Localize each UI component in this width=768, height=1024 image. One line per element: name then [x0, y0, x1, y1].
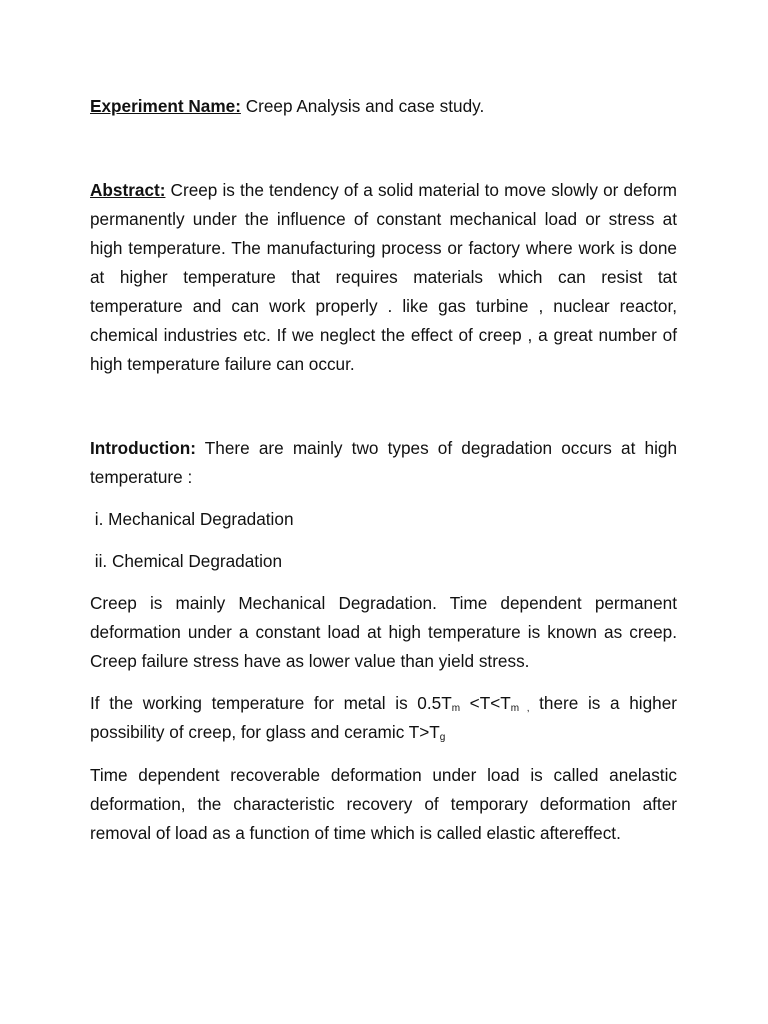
- experiment-name-paragraph: [90, 92, 677, 121]
- abstract-label: Abstract:: [90, 180, 166, 200]
- abstract-text: Creep is the tendency of a solid material to move slowly or deform permanently under the influence of constant mechanical load or stress at high temperature. The manufacturing process or factory where work is done at higher temperature that requires materials which can resist tat temperature and can work properly . like gas turbine , nuclear reactor, chemical industries etc. If we neglect the effect of creep , a great number of high temperature failure can occur.: [90, 180, 677, 374]
- creep-definition-paragraph: Creep is mainly Mechanical Degradation. Time dependent permanent deformation under a constant load at high temperature is known as creep. Creep failure stress have as lower value than yield stress.: [90, 593, 677, 671]
- melting-temp-subscript-2: m ,: [510, 703, 530, 714]
- glass-transition-subscript: g: [439, 732, 446, 743]
- introduction-label: Introduction:: [90, 438, 196, 458]
- introduction-text: There are mainly two types of degradation occurs at high temperature :: [90, 438, 677, 487]
- melting-temp-subscript: m: [451, 703, 461, 714]
- document-page: [90, 0, 677, 1024]
- list-item-mechanical-degradation: i. Mechanical Degradation: [90, 509, 294, 529]
- working-temperature-text-1: If the working temperature for metal is 0.5T: [90, 693, 452, 713]
- introduction-paragraph: [90, 434, 677, 492]
- working-temperature-text-2: <T<T: [460, 693, 511, 713]
- list-item-chemical-degradation: ii. Chemical Degradation: [90, 551, 283, 571]
- abstract-paragraph: [90, 176, 677, 379]
- experiment-name-text: Creep Analysis and case study.: [240, 96, 485, 116]
- experiment-name-label: Experiment Name:: [90, 96, 241, 116]
- working-temperature-paragraph: [90, 689, 677, 747]
- working-temperature-text-3: there is a higher possibility of creep, for glass and ceramic T>T: [90, 693, 677, 742]
- anelastic-paragraph: Time dependent recoverable deformation under load is called anelastic deformation, the characteristic recovery of temporary deformation after removal of load as a function of time which is called elastic aftereffect.: [90, 765, 677, 843]
